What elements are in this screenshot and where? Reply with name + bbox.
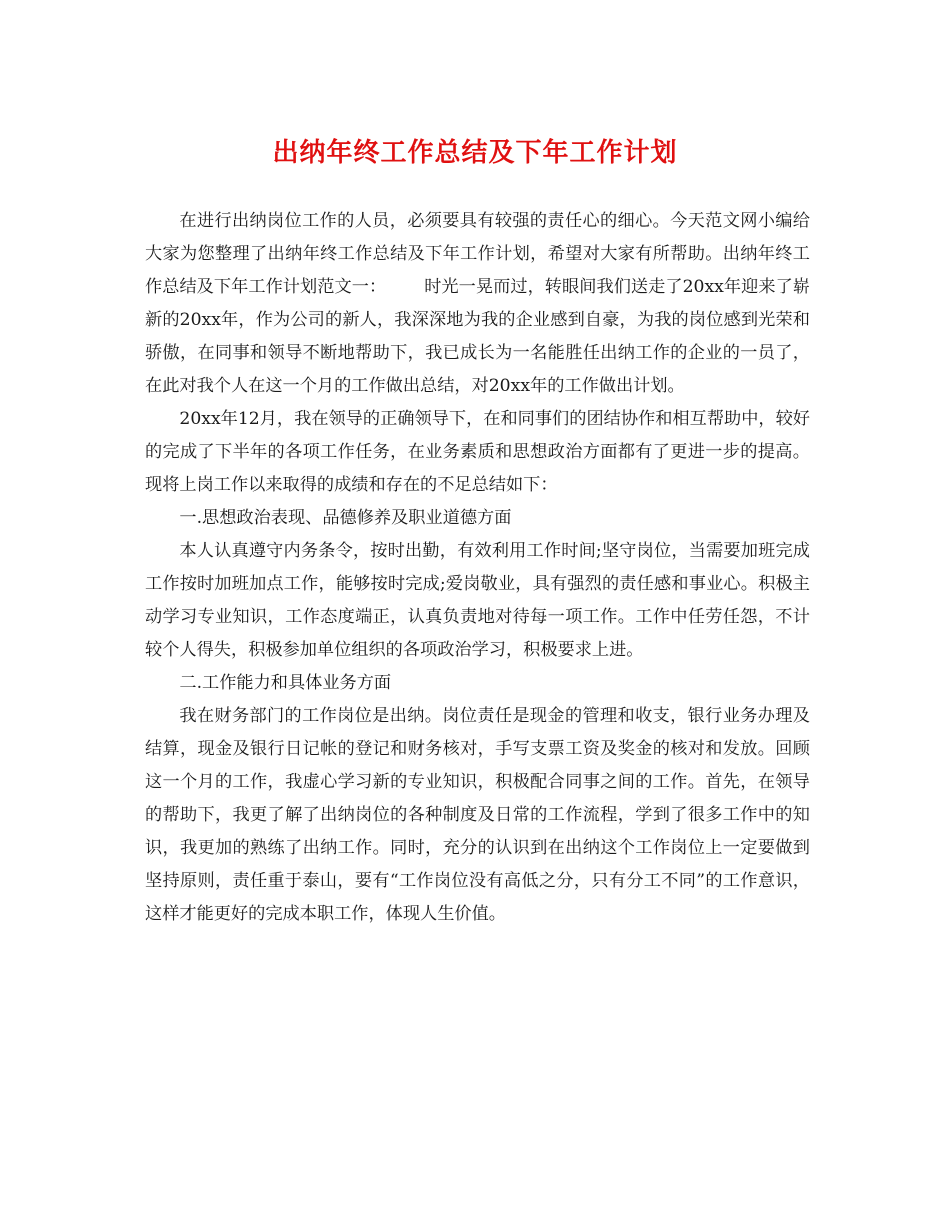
section-2-heading: 二.工作能力和具体业务方面 — [179, 673, 392, 693]
paragraph-2: 20xx年12月，我在领导的正确领导下，在和同事们的团结协作和相互帮助中，较好的完成了下半年的各项工作任务，在业务素质和思想政治方面都有了更进一步的提高。现将上岗工作以来取得的成绩和存在的不足总结如下： — [145, 409, 810, 495]
intro-text-part1: 在进行出纳岗位工作的人员，必须要具有较强的责任心的细心。今天范文网小编给大家为您整理了出纳年终工作总结及下年工作计划，希望对大家有所帮助。出纳年终工作总结及下年工作计划范文一： — [145, 211, 810, 297]
intro-paragraph — [145, 205, 810, 403]
section-2-body: 我在财务部门的工作岗位是出纳。岗位责任是现金的管理和收支，银行业务办理及结算，现金及银行日记帐的登记和财务核对，手写支票工资及奖金的核对和发放。回顾这一个月的工作，我虚心学习新的专业知识，积极配合同事之间的工作。首先，在领导的帮助下，我更了解了出纳岗位的各种制度及日常的工作流程，学到了很多工作中的知识，我更加的熟练了出纳工作。同时，充分的认识到在出纳这个工作岗位上一定要做到坚持原则，责任重于泰山，要有“工作岗位没有高低之分，只有分工不同”的工作意识，这样才能更好的完成本职工作，体现人生价值。 — [145, 706, 810, 924]
document-title: 出纳年终工作总结及下年工作计划 — [272, 138, 678, 168]
section-1-heading: 一.思想政治表现、品德修养及职业道德方面 — [179, 508, 512, 528]
document-body — [145, 205, 810, 931]
intro-text-part2: 时光一晃而过，转眼间我们送走了20xx年迎来了崭新的20xx年，作为公司的新人，我深深地为我的企业感到自豪，为我的岗位感到光荣和骄傲，在同事和领导不断地帮助下，我已成长为一名能胜任出纳工作的企业的一员了，在此对我个人在这一个月的工作做出总结，对20xx年的工作做出计划。 — [145, 277, 810, 396]
section-1-body: 本人认真遵守内务条令，按时出勤，有效利用工作时间;坚守岗位，当需要加班完成工作按时加班加点工作，能够按时完成;爱岗敬业，具有强烈的责任感和事业心。积极主动学习专业知识，工作态度端正，认真负责地对待每一项工作。工作中任劳任怨，不计较个人得失，积极参加单位组织的各项政治学习，积极要求上进。 — [145, 541, 810, 660]
